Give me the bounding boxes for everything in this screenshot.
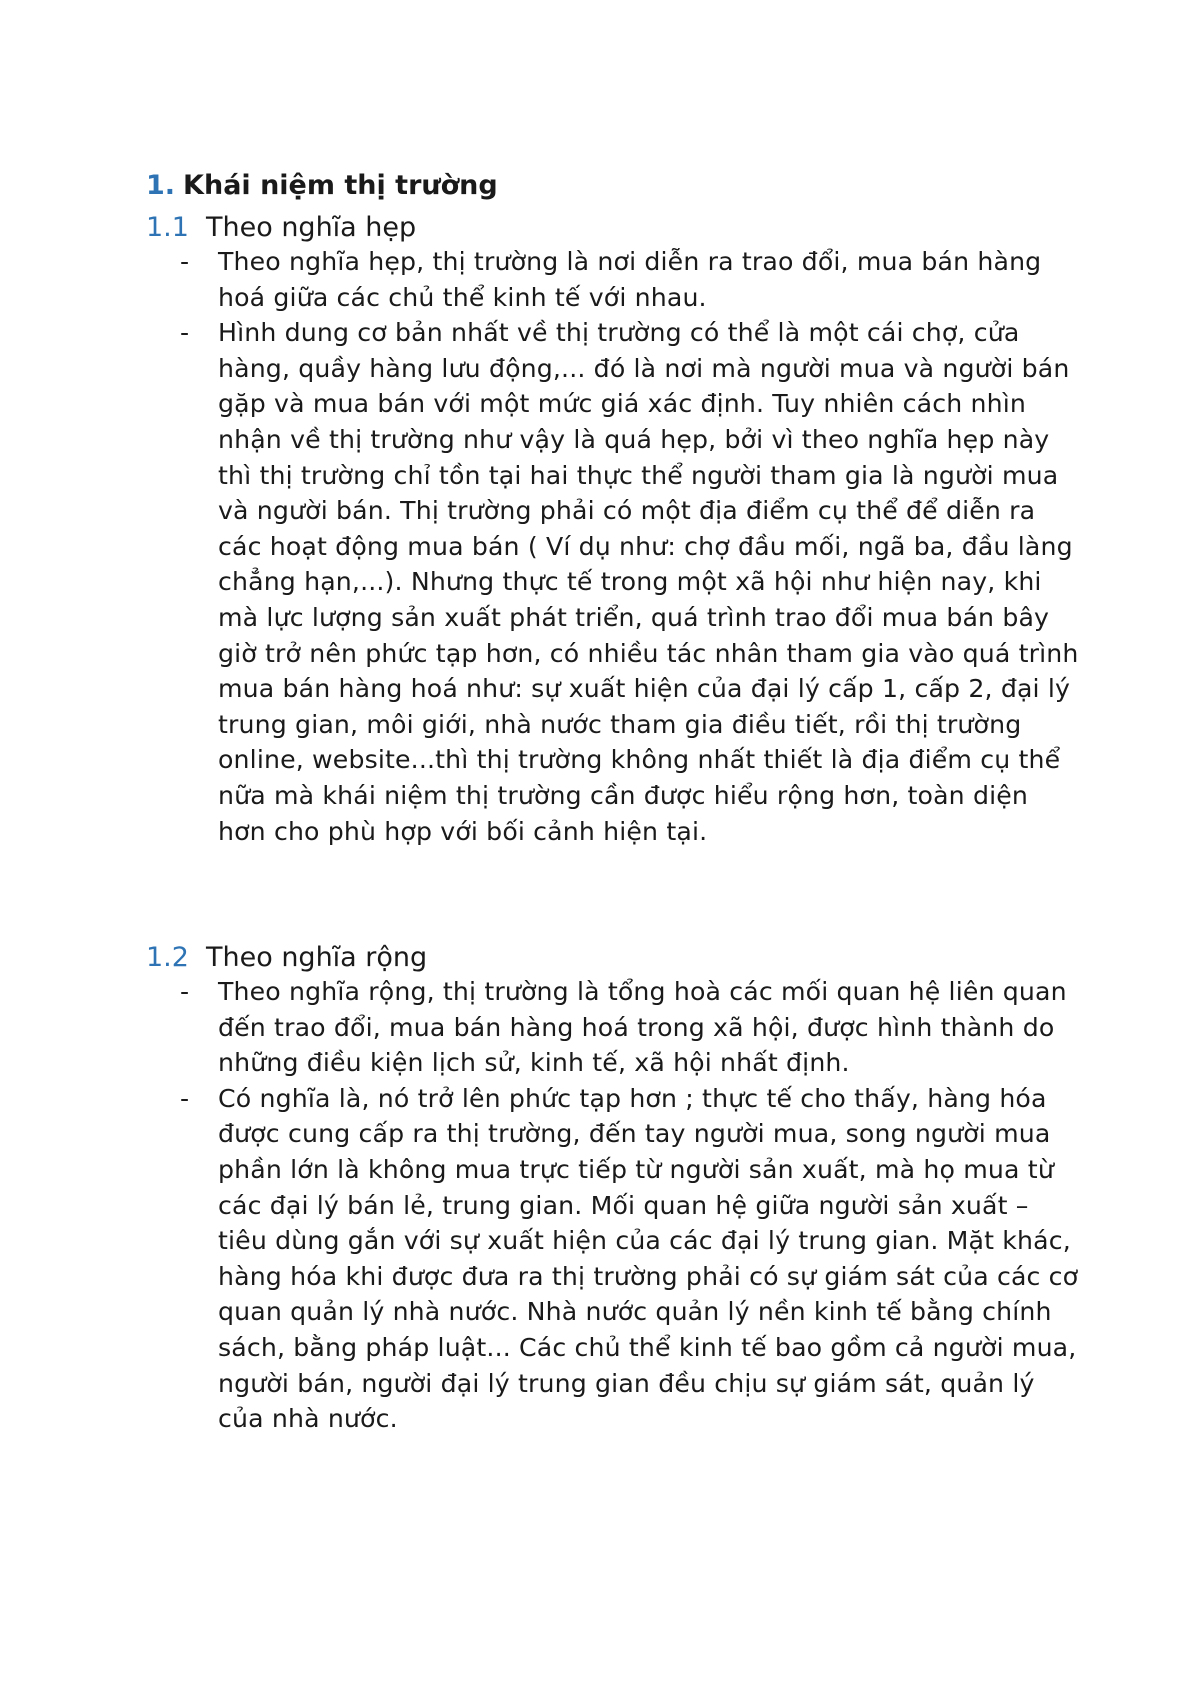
section-number: 1. <box>146 170 176 201</box>
bullet-dash: - <box>180 318 190 348</box>
subsection-heading-1-2 <box>146 938 427 978</box>
bullet-dash: - <box>180 1083 190 1113</box>
list-item <box>180 244 1080 315</box>
list-item <box>180 974 1080 1081</box>
bullet-text: Theo nghĩa rộng, thị trường là tổng hoà các mối quan hệ liên quan đến trao đổi, mua bán hàng hoá trong xã hội, được hình thành do những điều kiện lịch sử, kinh tế, xã hội nhất định. <box>218 977 1067 1078</box>
section-title: Khái niệm thị trường <box>183 170 498 201</box>
bullet-dash: - <box>180 977 190 1006</box>
subsection-title: Theo nghĩa hẹp <box>206 212 417 243</box>
bullet-text: Hình dung cơ bản nhất về thị trường có thể là một cái chợ, cửa hàng, quầy hàng lưu động,... đó là nơi mà người mua và người bán gặp và mua bán với một mức giá xác định. Tuy nhiên cách nhìn nhận về thị trường như vậy là quá hẹp, bởi vì theo nghĩa hẹp này thì thị trường chỉ tồn tại hai thực thể người tham gia là người mua và người bán. Thị trường phải có một địa điểm cụ thể để diễn ra các hoạt động mua bán ( Ví dụ như: chợ đầu mối, ngã ba, đầu làng chẳng hạn,...). Nhưng thực tế trong một xã hội như hiện nay, khi mà lực lượng sản xuất phát triển, quá trình trao đổi mua bán bây giờ trở nên phức tạp hơn, có nhiều tác nhân tham gia vào quá trình mua bán hàng hoá như: sự xuất hiện của đại lý cấp 1, cấp 2, đại lý trung gian, môi giới, nhà nước tham gia điều tiết, rồi thị trường online, website...thì thị trường không nhất thiết là địa điểm cụ thể nữa mà khái niệm thị trường cần được hiểu rộng hơn, toàn diện hơn cho phù hợp với bối cảnh hiện tại. <box>218 318 1079 846</box>
bullet-text: Theo nghĩa hẹp, thị trường là nơi diễn ra trao đổi, mua bán hàng hoá giữa các chủ thể kinh tế với nhau. <box>218 247 1042 312</box>
subsection-heading-1-1 <box>146 208 416 248</box>
bullet-list-1-2 <box>180 974 1080 1437</box>
bullet-text: Có nghĩa là, nó trở lên phức tạp hơn ; thực tế cho thấy, hàng hóa được cung cấp ra thị trường, đến tay người mua, song người mua phần lớn là không mua trực tiếp từ người sản xuất, mà họ mua từ các đại lý bán lẻ, trung gian. Mối quan hệ giữa người sản xuất – tiêu dùng gắn với sự xuất hiện của các đại lý trung gian. Mặt khác, hàng hóa khi được đưa ra thị trường phải có sự giám sát của các cơ quan quản lý nhà nước. Nhà nước quản lý nền kinh tế bằng chính sách, bằng pháp luật... Các chủ thể kinh tế bao gồm cả người mua, người bán, người đại lý trung gian đều chịu sự giám sát, quản lý của nhà nước. <box>218 1083 1079 1434</box>
subsection-title: Theo nghĩa rộng <box>206 942 428 973</box>
subsection-number: 1.2 <box>146 942 189 973</box>
list-item <box>180 315 1080 849</box>
list-item <box>180 1081 1080 1437</box>
subsection-number: 1.1 <box>146 212 189 243</box>
section-heading <box>146 166 498 206</box>
bullet-dash: - <box>180 247 190 276</box>
bullet-list-1-1 <box>180 244 1080 849</box>
